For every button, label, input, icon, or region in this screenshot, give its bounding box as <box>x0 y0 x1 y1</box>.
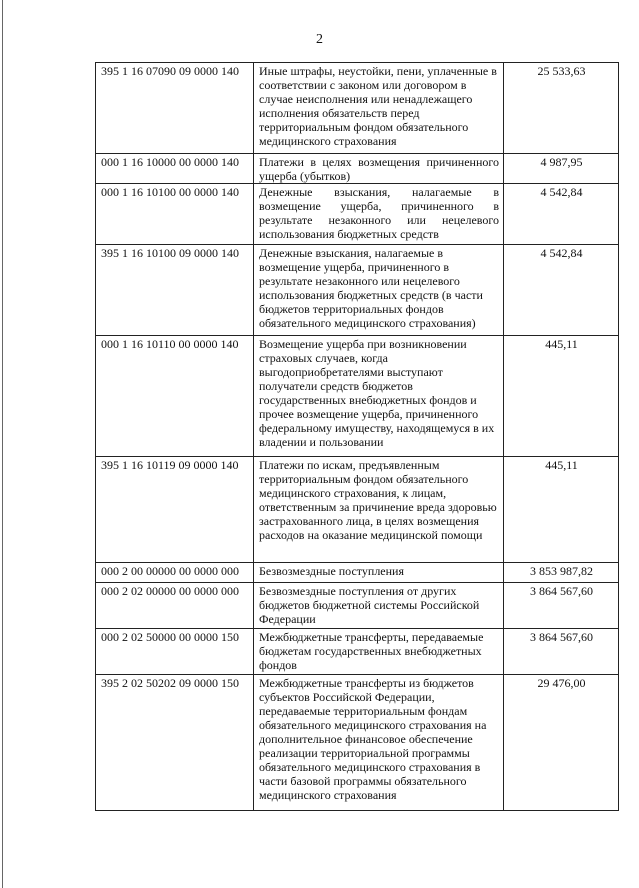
table-row <box>96 583 619 629</box>
budget-classification-code: 000 2 00 00000 00 0000 000 <box>96 563 254 583</box>
revenue-description: Безвозмездные поступления <box>254 563 504 583</box>
budget-revenue-table <box>95 62 619 811</box>
revenue-description: Безвозмездные поступления от других бюджетов бюджетной системы Российской Федерации <box>254 583 504 629</box>
table-row <box>96 184 619 245</box>
table-row <box>96 629 619 675</box>
page-number: 2 <box>316 32 323 47</box>
budget-classification-code: 395 2 02 50202 09 0000 150 <box>96 675 254 811</box>
budget-classification-code: 000 1 16 10110 00 0000 140 <box>96 336 254 457</box>
table-row <box>96 457 619 563</box>
revenue-description: Платежи по искам, предъявленным территориальным фондом обязательного медицинского страхования, к лицам, ответственным за причинение вреда здоровью застрахованного лица, в целях возмещения расходов на оказание медицинской помощи <box>254 457 504 563</box>
budget-classification-code: 000 2 02 50000 00 0000 150 <box>96 629 254 675</box>
budget-classification-code: 000 2 02 00000 00 0000 000 <box>96 583 254 629</box>
table-row <box>96 563 619 583</box>
revenue-description: Иные штрафы, неустойки, пени, уплаченные в соответствии с законом или договором в случае неисполнения или ненадлежащего исполнения обязательств перед территориальным фондом обязательного медицинского страхования <box>254 63 504 154</box>
revenue-description: Межбюджетные трансферты, передаваемые бюджетам государственных внебюджетных фондов <box>254 629 504 675</box>
revenue-amount: 4 987,95 <box>504 154 619 184</box>
budget-classification-code: 395 1 16 10119 09 0000 140 <box>96 457 254 563</box>
revenue-amount: 4 542,84 <box>504 245 619 336</box>
revenue-amount: 29 476,00 <box>504 675 619 811</box>
table-row <box>96 336 619 457</box>
revenue-description: Денежные взыскания, налагаемые в возмещение ущерба, причиненного в результате незаконного или нецелевого использования бюджетных средств (в части бюджетов территориальных фондов обязательного медицинского страхования) <box>254 245 504 336</box>
revenue-description: Возмещение ущерба при возникновении страховых случаев, когда выгодоприобретателями выступают получатели средств бюджетов государственных внебюджетных фондов и прочее возмещение ущерба, причиненного федеральному имуществу, находящемуся в их владении и пользовании <box>254 336 504 457</box>
revenue-description: Платежи в целях возмещения причиненного ущерба (убытков) <box>254 154 504 184</box>
scan-left-border <box>2 0 3 888</box>
revenue-amount: 3 853 987,82 <box>504 563 619 583</box>
table-row <box>96 245 619 336</box>
revenue-description: Межбюджетные трансферты из бюджетов субъектов Российской Федерации, передаваемые территориальным фондам обязательного медицинского страхования на дополнительное финансовое обеспечение реализации территориальной программы обязательного медицинского страхования в части базовой программы обязательного медицинского страхования <box>254 675 504 811</box>
table-row <box>96 154 619 184</box>
budget-classification-code: 395 1 16 07090 09 0000 140 <box>96 63 254 154</box>
budget-classification-code: 000 1 16 10100 00 0000 140 <box>96 184 254 245</box>
revenue-amount: 3 864 567,60 <box>504 583 619 629</box>
budget-classification-code: 000 1 16 10000 00 0000 140 <box>96 154 254 184</box>
budget-classification-code: 395 1 16 10100 09 0000 140 <box>96 245 254 336</box>
table-row <box>96 63 619 154</box>
revenue-amount: 25 533,63 <box>504 63 619 154</box>
revenue-amount: 445,11 <box>504 457 619 563</box>
revenue-amount: 4 542,84 <box>504 184 619 245</box>
revenue-amount: 445,11 <box>504 336 619 457</box>
table-row <box>96 675 619 811</box>
revenue-description: Денежные взыскания, налагаемые в возмещение ущерба, причиненного в результате незаконного или нецелевого использования бюджетных средств <box>254 184 504 245</box>
revenue-amount: 3 864 567,60 <box>504 629 619 675</box>
